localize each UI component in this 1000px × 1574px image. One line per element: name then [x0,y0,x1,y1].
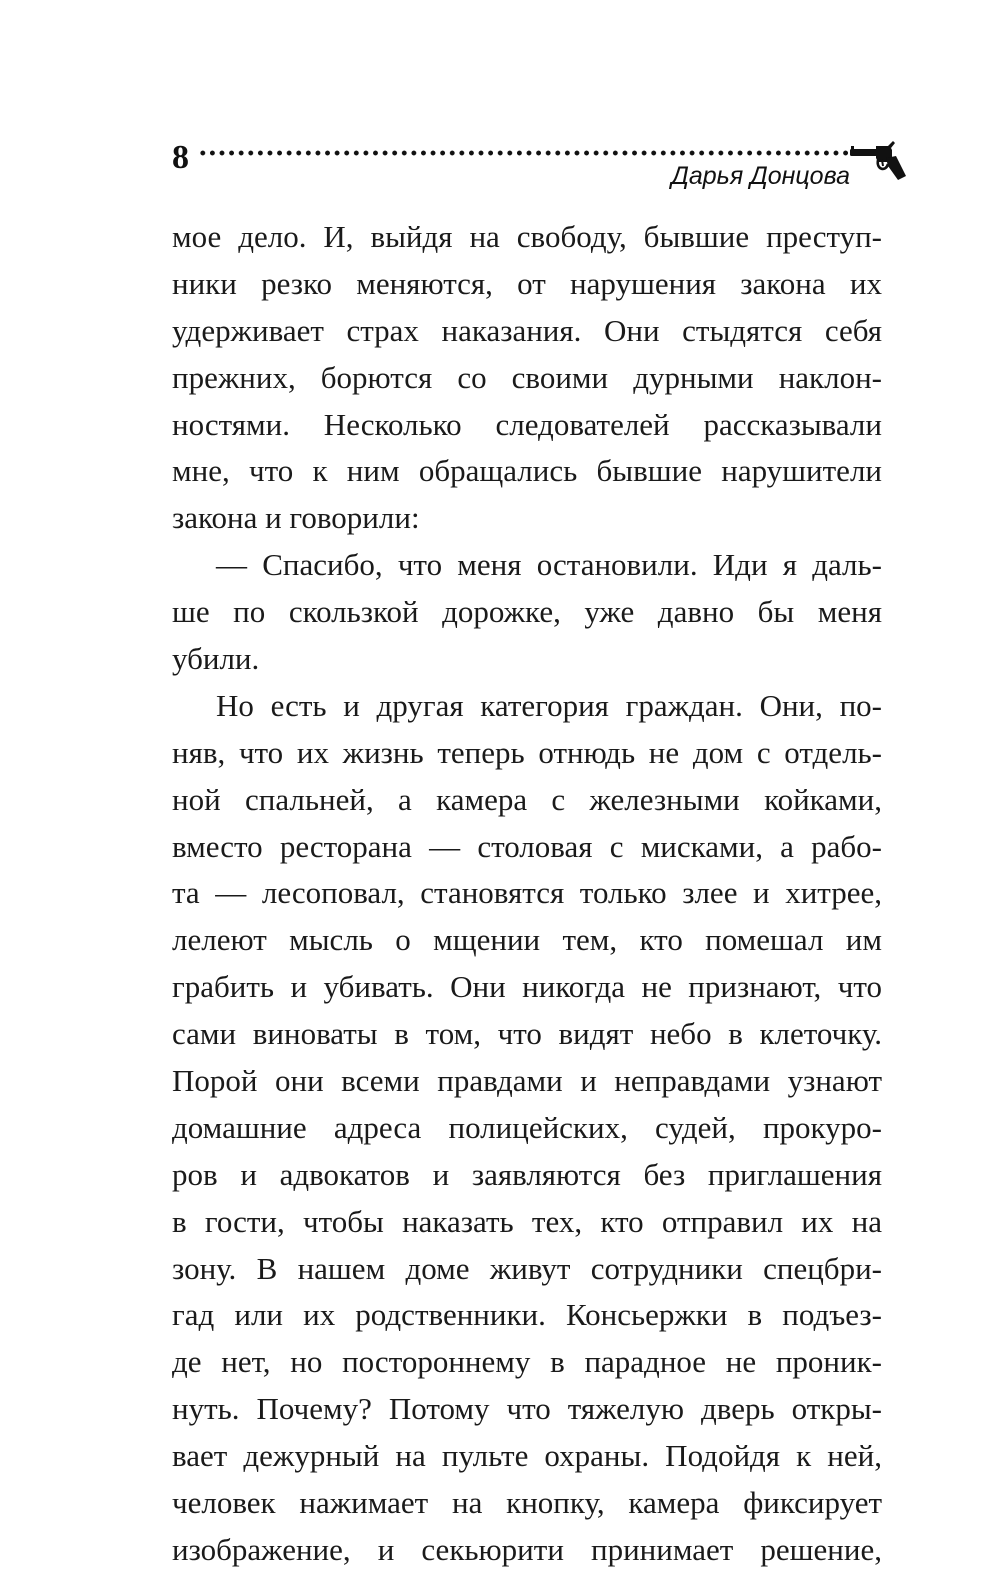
text-line: та — лесоповал, становятся только злее и хитрее, [172,875,882,911]
running-header [172,138,912,198]
text-line: ров и адвокатов и заявляются без приглашения [172,1156,882,1192]
text-line: грабить и убивать. Они никогда не признают, что [172,969,882,1005]
revolver-icon [848,138,908,184]
text-line: няв, что их жизнь теперь отнюдь не дом с отдель- [172,734,882,770]
body-text [172,214,882,1574]
text-line: де нет, но постороннему в парадное не проник- [172,1344,882,1380]
text-line: убили. [172,641,260,677]
text-line: удерживает страх наказания. Они стыдятся себя [172,312,882,348]
text-line: мне, что к ним обращались бывшие нарушители [172,453,882,489]
text-line: ной спальней, а камера с железными койками, [172,781,882,817]
page-number: 8 [172,139,189,176]
text-line: лелеют мысль о мщении тем, кто помешал им [172,922,882,958]
text-line: в гости, чтобы наказать тех, кто отправил их на [172,1203,882,1239]
text-line: ше по скользкой дорожке, уже давно бы меня [172,594,882,630]
text-line: Порой они всеми правдами и неправдами узнают [172,1063,882,1099]
text-line: изображение, и секьюрити принимает решение, [172,1531,882,1567]
text-line: мое дело. И, выйдя на свободу, бывшие преступ- [172,219,882,254]
author-name: Дарья Донцова [671,162,850,190]
text-line: закона и говорили: [172,500,420,536]
text-line: домашние адреса полицейских, судей, прокуро- [172,1109,882,1145]
text-line: гад или их родственники. Консьержки в подъез- [172,1297,882,1333]
text-line: вместо ресторана — столовая с мисками, а рабо- [172,828,882,864]
text-line: — Спасибо, что меня остановили. Иди я даль- [216,547,882,583]
text-line: ники резко меняются, от нарушения закона их [172,265,882,301]
text-line: вает дежурный на пульте охраны. Подойдя к ней, [172,1438,882,1474]
text-line: ностями. Несколько следователей рассказывали [172,406,882,442]
text-line: Но есть и другая категория граждан. Они, по- [216,687,882,723]
text-line: нуть. Почему? Потому что тяжелую дверь откры- [172,1391,882,1427]
text-line: зону. В нашем доме живут сотрудники спецбри- [172,1250,882,1286]
text-line: сами виноваты в том, что видят небо в клеточку. [172,1016,882,1052]
text-line: человек нажимает на кнопку, камера фиксирует [172,1485,882,1521]
dot-leader [198,150,876,156]
text-line: прежних, борются со своими дурными наклон- [172,359,882,395]
